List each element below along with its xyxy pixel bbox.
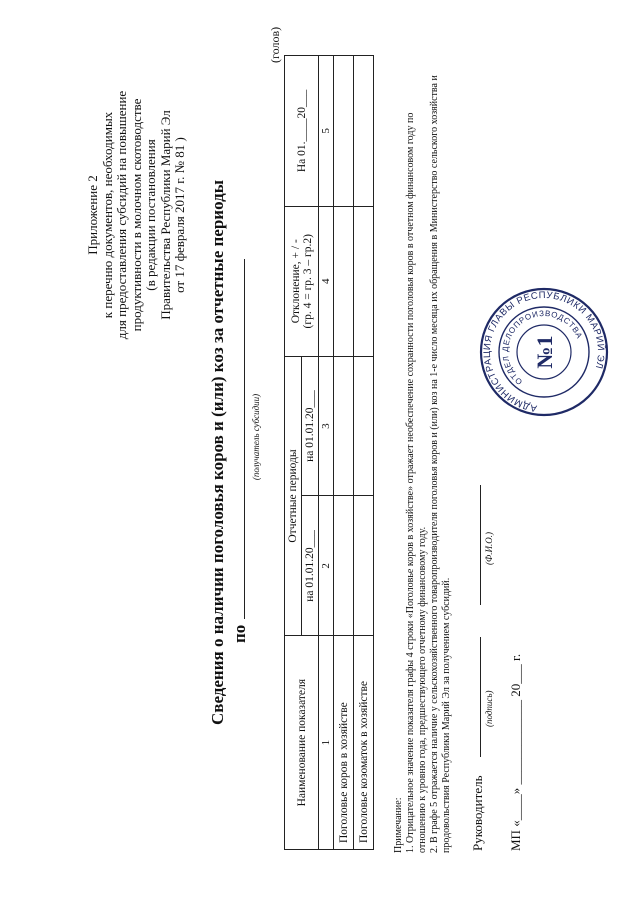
- appendix-line: от 17 февраля 2017 г. № 81 ): [172, 137, 187, 293]
- stamp-outer-text: АДМИНИСТРАЦИЯ ГЛАВЫ РЕСПУБЛИКИ МАРИЙ ЭЛ: [481, 289, 607, 414]
- table-cell[interactable]: [354, 356, 374, 496]
- note-item-2: 2. В графе 5 отражается наличие у сельскохозяйственного товаропроизводителя поголовья коров и (или) коз на 1-е число месяца их обращения в Министерство сельского хозяйства и продовольствия Республики Марий Эл за получением субсидий.: [429, 75, 452, 853]
- column-number: 2: [319, 496, 334, 636]
- appendix-line: продуктивности в молочном скотоводстве: [128, 98, 144, 332]
- header-deviation-line2: (гр. 4 = гр. 3 – гр.2): [301, 234, 314, 329]
- signature-caption: (подпись): [484, 690, 494, 727]
- header-date: На 01.____20___: [285, 56, 319, 207]
- livestock-table: [284, 55, 374, 850]
- header-reporting-periods: Отчетные периоды: [285, 356, 302, 636]
- table-cell[interactable]: [334, 356, 354, 496]
- column-number: 5: [319, 56, 334, 207]
- header-deviation-line1: Отклонение, + / -: [289, 239, 302, 324]
- table-cell[interactable]: [354, 56, 374, 207]
- stamp-inner-text: ОТДЕЛ ДЕЛОПРОИЗВОДСТВА: [500, 308, 585, 387]
- row-label: Поголовье козоматок в хозяйстве: [354, 636, 374, 850]
- table-cell[interactable]: [354, 496, 374, 636]
- seal-date-line: МП «____» _____________ 20___ г.: [508, 653, 523, 851]
- column-number: 1: [319, 636, 334, 850]
- fio-blank[interactable]: [480, 485, 481, 605]
- notes-section: [393, 73, 453, 853]
- row-label: Поголовье коров в хозяйстве: [334, 636, 354, 850]
- table-cell[interactable]: [334, 56, 354, 207]
- recipient-caption: (получатель субсидии): [251, 393, 261, 481]
- table-cell[interactable]: [354, 206, 374, 356]
- header-deviation: [285, 206, 319, 356]
- signature-blank[interactable]: [480, 637, 481, 757]
- header-period-1: на 01.01.20___: [302, 496, 319, 636]
- stamp-number: №1: [532, 335, 557, 369]
- header-indicator-name: Наименование показателя: [285, 636, 319, 850]
- notes-heading: Примечание:: [393, 797, 404, 853]
- appendix-line: (в редакции постановления: [143, 139, 158, 291]
- appendix-line: для предоставления субсидий на повышение: [114, 90, 129, 340]
- appendix-line: к перечню документов, необходимых: [99, 111, 115, 319]
- recipient-line: [230, 223, 250, 643]
- table-row: [354, 56, 374, 850]
- recipient-blank[interactable]: [230, 259, 245, 619]
- column-number: 3: [319, 356, 334, 496]
- appendix-line: Правительства Республики Марий Эл: [157, 110, 173, 320]
- table-row: [334, 56, 354, 850]
- po-label: по: [230, 624, 249, 643]
- appendix-header: [86, 15, 188, 415]
- units-label: (голов): [268, 26, 282, 63]
- note-item-1: 1. Отрицательное значение показателя графы 4 строки «Поголовье коров в хозяйстве» отражает необеспечение сохранности поголовья коров в отчетном финансовом году по отношению к уровню года, предшествующего отчетному финансовому году.: [405, 112, 428, 853]
- column-number: 4: [319, 206, 334, 356]
- table-cell[interactable]: [334, 496, 354, 636]
- header-period-2: на 01.01.20___: [302, 356, 319, 496]
- official-stamp: [478, 286, 610, 418]
- document-title: Сведения о наличии поголовья коров и (или) коз за отчетные периоды: [208, 180, 227, 725]
- table-cell[interactable]: [334, 206, 354, 356]
- fio-caption: (Ф.И.О.): [484, 532, 494, 565]
- appendix-line: Приложение 2: [85, 175, 100, 255]
- head-label: Руководитель: [470, 775, 485, 851]
